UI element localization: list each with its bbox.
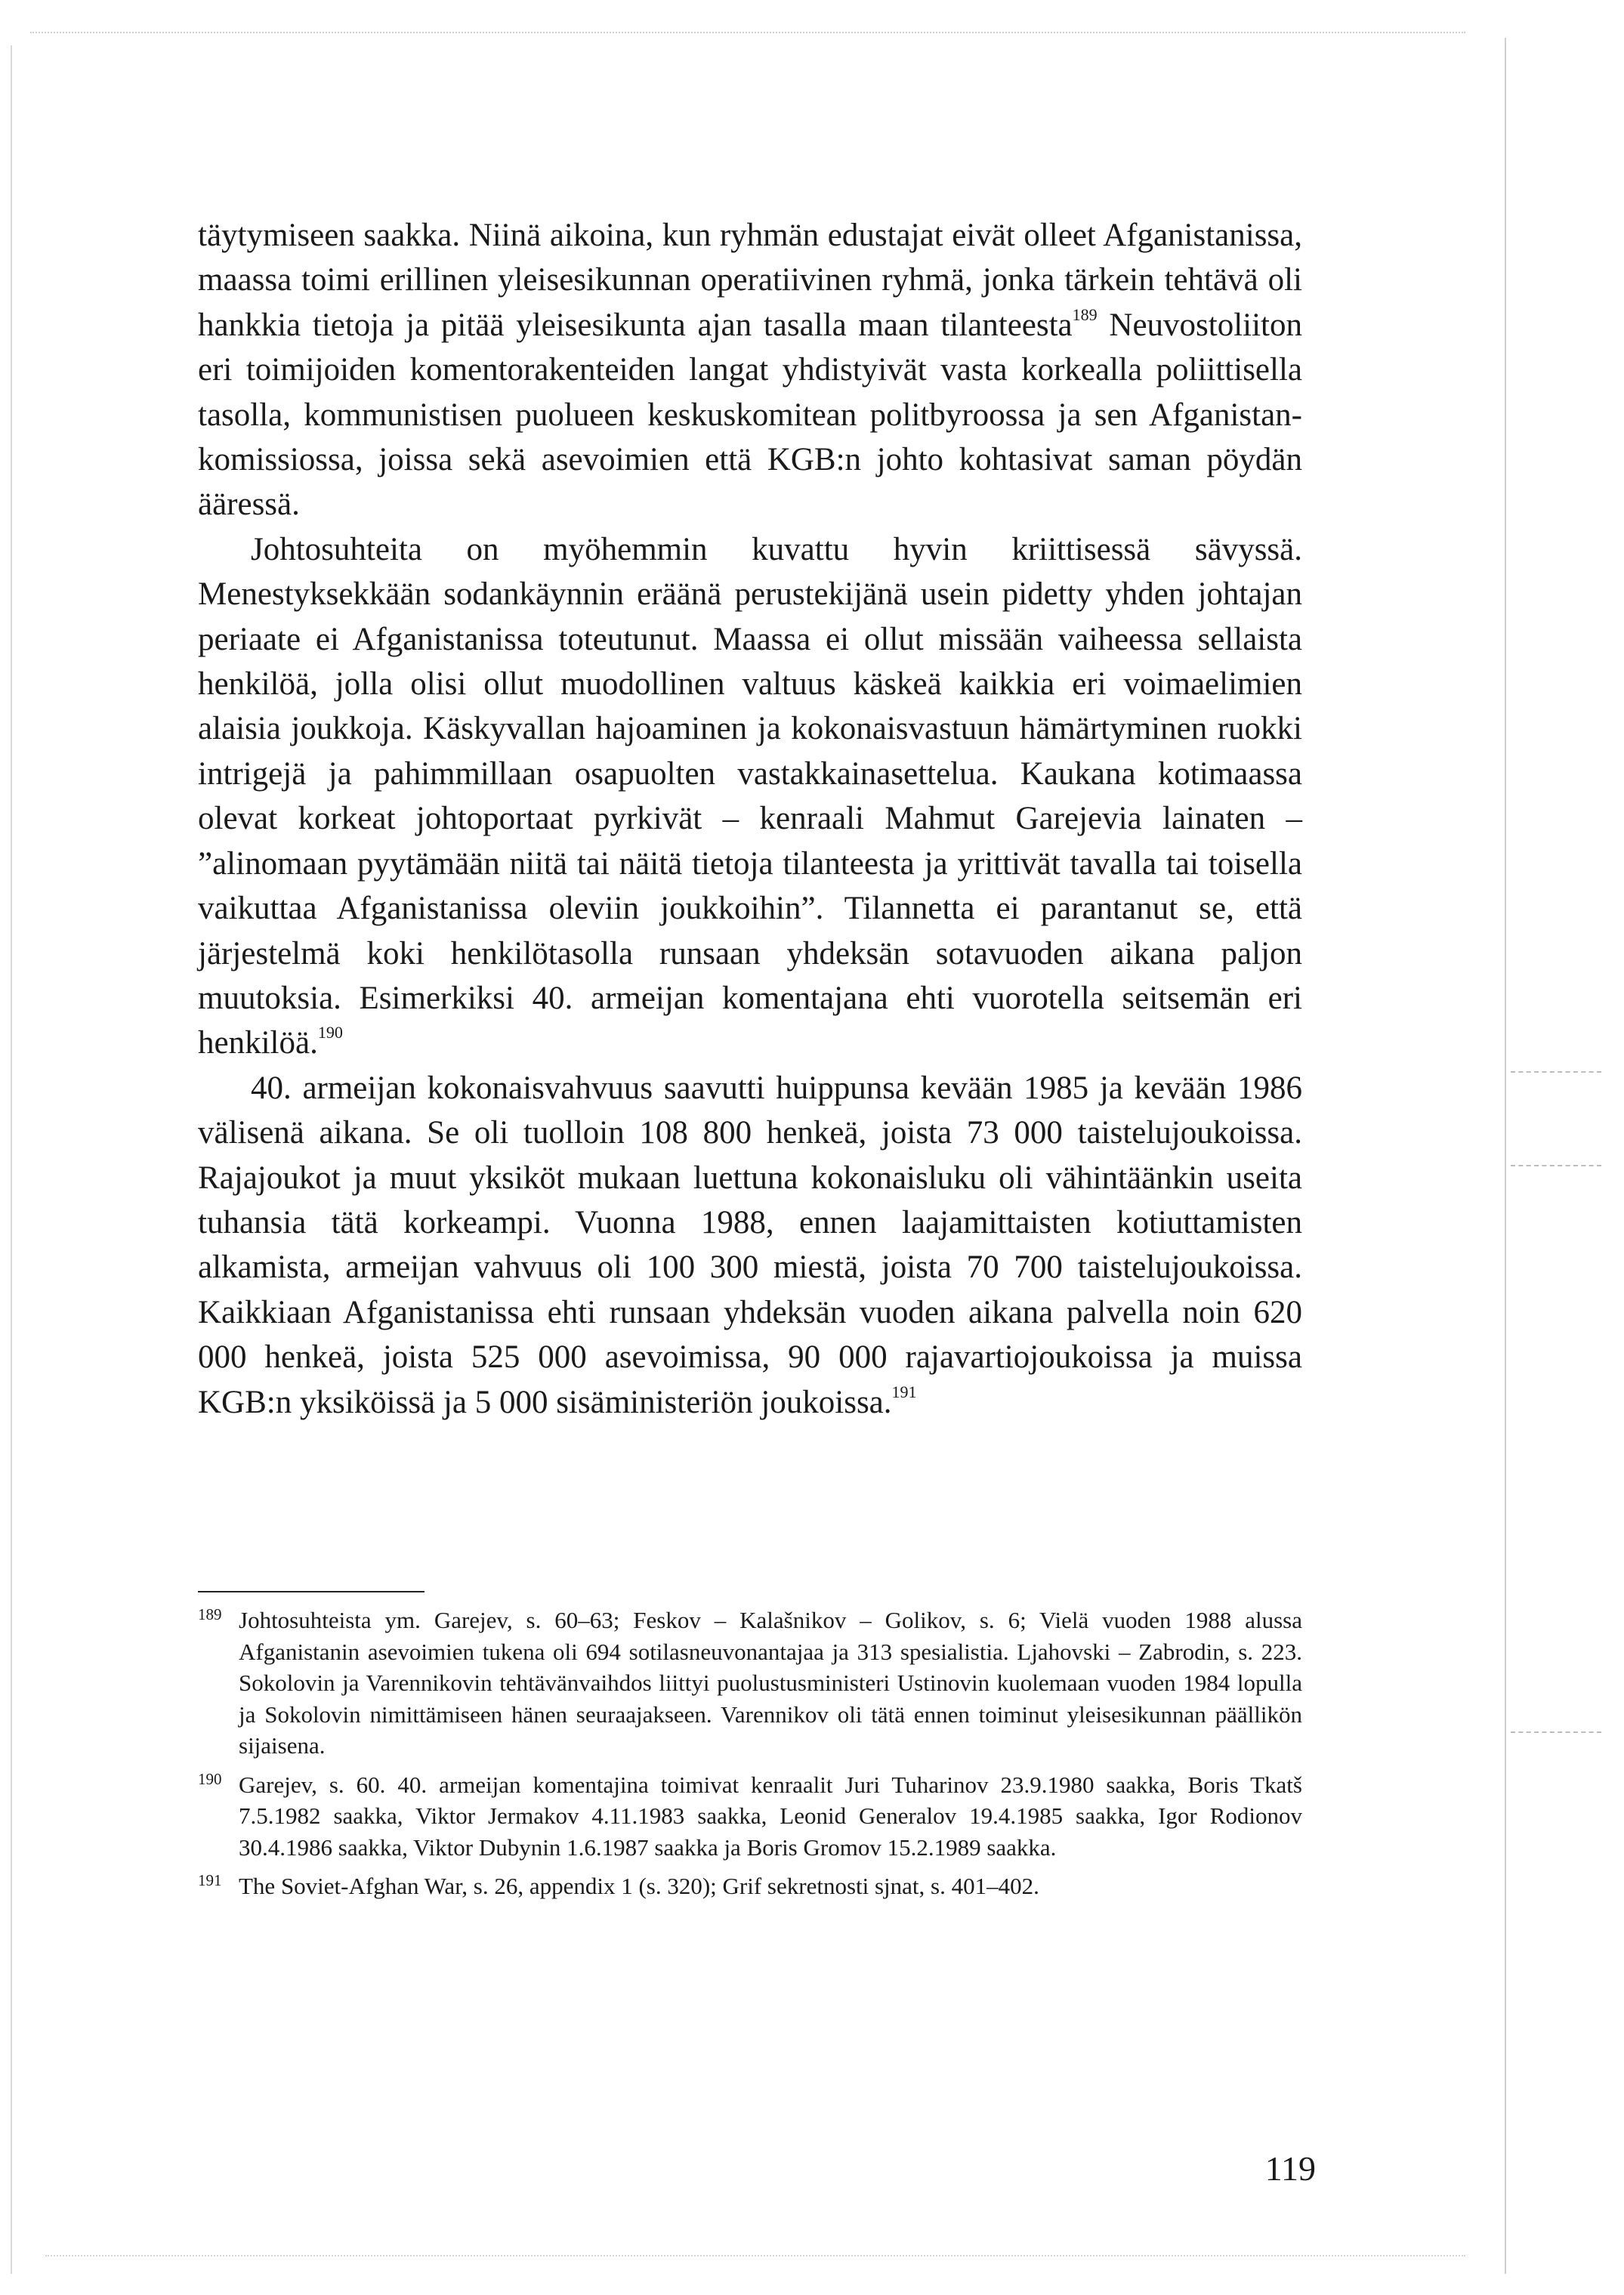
footnote-reference[interactable]: 189: [1072, 305, 1098, 325]
footnotes: [198, 1605, 1302, 1910]
paragraph-text: Johtosuhteita on myöhemmin kuvattu hyvin kriittisessä sävyssä. Menestyksekkään sodankäynnin eräänä perustekijänä usein pidetty yhden johtajan periaate ei Afganistanissa toteutunut. Maassa ei ollut missään vaiheessa sellaista henkilöä, jolla olisi ollut muodollinen valtuus käskeä kaikkia eri voimaelimien alaisia joukkoja. Käskyvallan hajoaminen ja kokonaisvastuun hämärtyminen ruokki intrigejä ja pahimmillaan osapuolten vastakkainasettelua. Kaukana kotimaassa olevat korkeat johtoportaat pyrkivät – kenraali Mahmut Garejevia lainaten – ”alinomaan pyytämään niitä tai näitä tietoja tilanteesta ja yrittivät tavalla tai toisella vaikuttaa Afganistanissa oleviin joukkoihin”. Tilannetta ei parantanut se, että järjestelmä koki henkilötasolla runsaan yhdeksän sotavuoden aikana paljon muutoksia. Esimerkiksi 40. armeijan komentajana ehti vuorotella seitsemän eri henkilöä.: [198, 531, 1302, 1061]
page-number: 119: [1264, 2149, 1316, 2188]
footnote-divider: [198, 1591, 425, 1592]
margin-mark: [1511, 1165, 1601, 1167]
footnote: [198, 1605, 1302, 1762]
footnote-text: The Soviet-Afghan War, s. 26, appendix 1 (s. 320); Grif sekretnosti sjnat, s. 401–402.: [239, 1873, 1039, 1899]
footnote: [198, 1769, 1302, 1864]
footnote-text: Johtosuhteista ym. Garejev, s. 60–63; Feskov – Kalašnikov – Golikov, s. 6; Vielä vuoden 1988 alussa Afganistanin asevoimien tukena oli 694 sotilasneuvonantajaa ja 313 spesialistia. Ljahovski – Zabrodin, s. 223. Sokolovin ja Varennikovin tehtävänvaihdos liittyi puolustusministeri Ustinovin kuolemaan vuoden 1984 lopulla ja Sokolovin nimittämiseen hänen seuraajakseen. Varennikov oli tätä ennen toiminut yleisesikunnan päällikön sijaisena.: [239, 1607, 1302, 1759]
paragraph: [198, 527, 1302, 1066]
paragraph: [198, 1066, 1302, 1425]
paragraph-text: täytymiseen saakka. Niinä aikoina, kun ryhmän edustajat eivät olleet Afganistanissa, maassa toimi erillinen yleisesikunnan operatiivinen ryhmä, jonka tärkein tehtävä oli hankkia tietoja ja pitää yleisesikunta ajan tasalla maan tilanteesta: [198, 218, 1302, 343]
paragraph: [198, 213, 1302, 527]
footnote: [198, 1870, 1302, 1902]
footnote-number: 189: [198, 1605, 222, 1623]
footnote-reference[interactable]: 191: [891, 1382, 917, 1401]
paragraph-text: Neuvostoliiton eri toimijoiden komentorakenteiden langat yhdistyivät vasta korkealla poliittisella tasolla, kommunistisen puolueen keskuskomitean politbyroossa ja sen Afganistan-komissiossa, joissa sekä asevoimien että KGB:n johto kohtasivat saman pöydän ääressä.: [198, 307, 1303, 523]
margin-mark: [1511, 1731, 1601, 1734]
footnote-reference[interactable]: 190: [317, 1023, 343, 1042]
scan-edge-right: [1505, 38, 1506, 2274]
footnote-number: 191: [198, 1871, 222, 1889]
scan-edge-top: [30, 32, 1465, 34]
margin-mark: [1511, 1071, 1601, 1073]
scan-edge-bottom: [45, 2255, 1465, 2257]
body-text: [198, 213, 1302, 1425]
footnote-text: Garejev, s. 60. 40. armeijan komentajina toimivat kenraalit Juri Tuharinov 23.9.1980 saakka, Boris Tkatš 7.5.1982 saakka, Viktor Jermakov 4.11.1983 saakka, Leonid Generalov 19.4.1985 saakka, Igor Rodionov 30.4.1986 saakka, Viktor Dubynin 1.6.1987 saakka ja Boris Gromov 15.2.1989 saakka.: [239, 1771, 1302, 1861]
footnote-number: 190: [198, 1769, 222, 1788]
scan-edge-left: [11, 45, 12, 2274]
paragraph-text: 40. armeijan kokonaisvahvuus saavutti huippunsa kevään 1985 ja kevään 1986 välisenä aikana. Se oli tuolloin 108 800 henkeä, joista 73 000 taistelujoukoissa. Rajajoukot ja muut yksiköt mukaan luettuna kokonaisluku oli vähintäänkin useita tuhansia tätä korkeampi. Vuonna 1988, ennen laajamittaisten kotiuttamisten alkamista, armeijan vahvuus oli 100 300 miestä, joista 70 700 taistelujoukoissa. Kaikkiaan Afganistanissa ehti runsaan yhdeksän vuoden aikana palvella noin 620 000 henkeä, joista 525 000 asevoimissa, 90 000 rajavartiojoukoissa ja muissa KGB:n yksiköissä ja 5 000 sisäministeriön joukoissa.: [198, 1070, 1302, 1420]
